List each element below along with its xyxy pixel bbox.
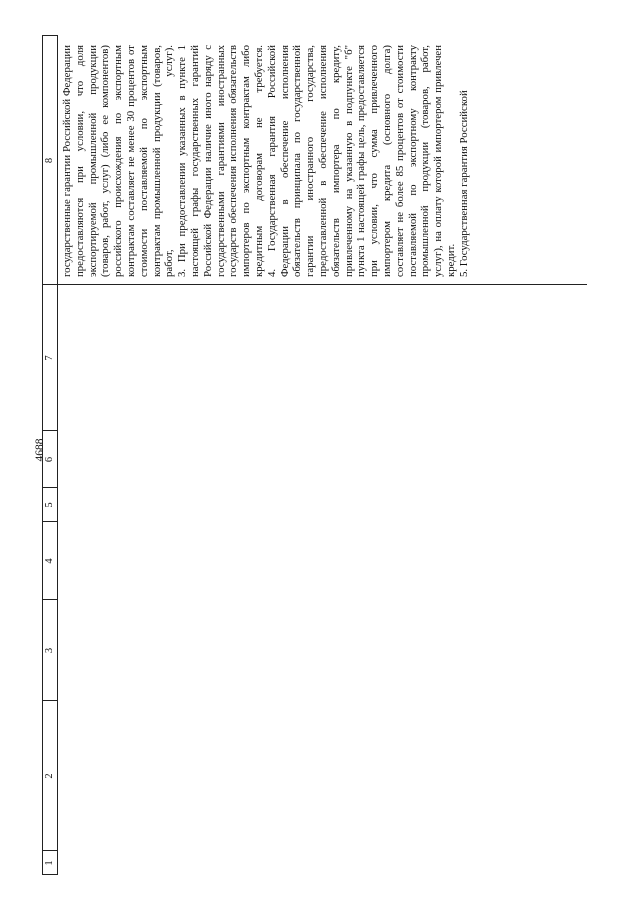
paragraph-4: 4. Государственная гарантия Российской Федерации в обеспечение исполнения обязательств принципала по государственной гарантии иностранного государства, предоставленной в обеспечение исполнения обязательств импортера по кредиту, привлеченному на указанную в подпункте "б" пункта 1 настоящей графы цель, предоставляется при условии, что сумма привлеченного импортером кредита (основного долга) составляет не более 85 процентов от стоимости поставляемой по экспортному контракту промышленной продукции (товаров, работ, услуг), на оплату которой импортером привлечен кредит. xyxy=(265,45,457,277)
column-border-main xyxy=(42,284,587,285)
column-header-7: 7 xyxy=(44,355,55,361)
header-divider xyxy=(57,35,58,875)
column-header-4: 4 xyxy=(44,558,55,564)
column-header-3: 3 xyxy=(44,647,55,654)
rotated-table xyxy=(42,35,587,875)
paragraph-5: 5. Государственная гарантия Российской xyxy=(457,90,470,277)
column-header-6: 6 xyxy=(44,456,55,463)
page-number: 4688 xyxy=(34,438,46,462)
paragraph-3: 3. При предоставлении указанных в пункте 1 настоящей графы государственных гарантий Российской Федерации наличие иного наряду с государственными гарантиями иностранных государств обеспечения исполнения обязательств импортеров по экспортным контрактам либо кредитным договорам не требуется. xyxy=(176,45,265,277)
column-header-5: 5 xyxy=(44,502,55,508)
column-header-1: 1 xyxy=(44,860,55,866)
paragraph-1: государственные гарантии Российской Федерации предоставляются при условии, что доля экспортируемой промышленной продукции (товаров, работ, услуг) (либо ее компонентов) российского происхождения по экспортным контрактам составляет не менее 30 процентов от стоимости поставляемой по экспортным контрактам промышленной продукции (товаров, работ, услуг). xyxy=(61,45,176,277)
column-header-8: 8 xyxy=(44,157,55,164)
column-header-2: 2 xyxy=(44,773,55,779)
table-container xyxy=(42,35,587,875)
column-8-text xyxy=(61,45,581,277)
